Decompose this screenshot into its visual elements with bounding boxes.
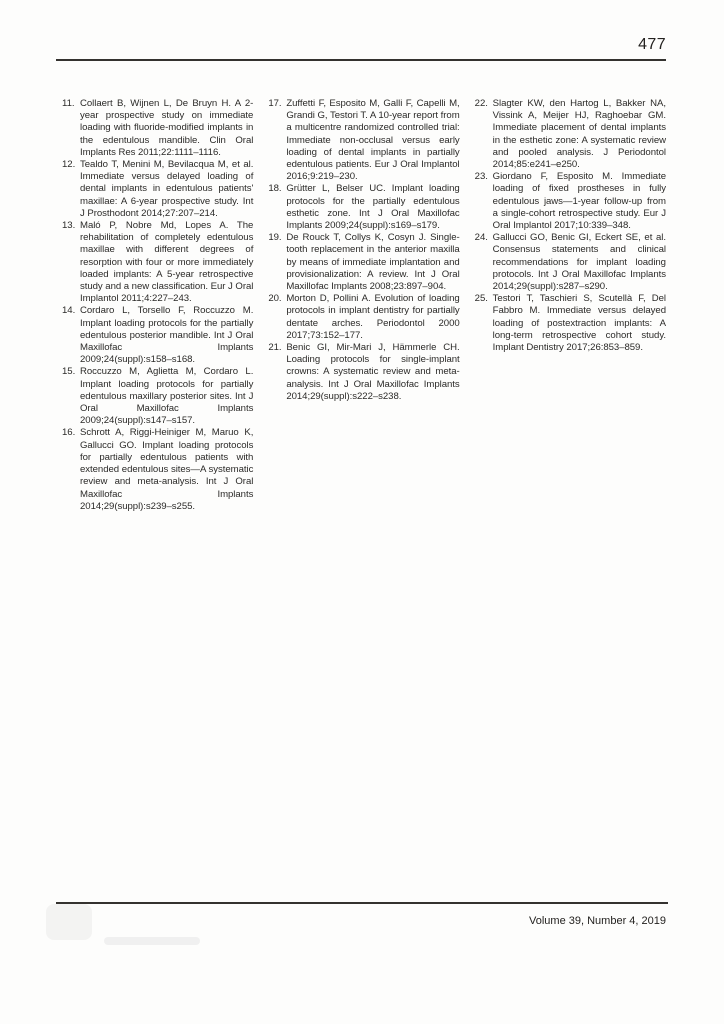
reference-number: 14. [62, 305, 76, 317]
header-rule [56, 59, 666, 61]
reference-number: 24. [474, 232, 488, 244]
reference-number: 11. [62, 98, 75, 109]
reference-number: 25. [474, 293, 488, 305]
reference-number: 23. [474, 171, 488, 183]
reference-item [475, 232, 666, 293]
references-column-2 [268, 98, 459, 513]
references-column-1 [62, 98, 253, 513]
scan-smudge [104, 937, 200, 945]
reference-text: Benic GI, Mir-Mari J, Hämmerle CH. Loading protocols for single-implant crowns: A systematic review and meta-analysis. Int J Oral Maxillofac Implants 2014;29(suppl):s222–s238. [286, 342, 460, 402]
reference-text: Gallucci GO, Benic GI, Eckert SE, et al. Consensus statements and clinical recommendations for implant loading protocols. Int J Oral Maxillofac Implants 2014;29(suppl):s287–s290. [492, 232, 666, 293]
reference-text: Schrott A, Riggi-Heiniger M, Maruo K, Gallucci GO. Implant loading protocols for partially edentulous patients with extended edentulous sites—A systematic review and meta-analysis. Int J Oral Maxillofac Implants 2014;29(suppl):s239–s255. [80, 427, 254, 512]
reference-item [475, 171, 666, 232]
reference-number: 16. [62, 427, 76, 439]
references-section [62, 98, 666, 513]
reference-item [475, 98, 666, 171]
reference-item [62, 427, 253, 512]
reference-text: Slagter KW, den Hartog L, Bakker NA, Vissink A, Meijer HJ, Raghoebar GM. Immediate placement of dental implants in the esthetic zone: A systematic review and pooled analysis. J Periodontol 2014;85:e241–e250. [492, 98, 666, 171]
reference-number: 15. [62, 366, 76, 378]
reference-number: 22. [474, 98, 488, 109]
reference-item [62, 98, 253, 159]
reference-text: Cordaro L, Torsello F, Roccuzzo M. Implant loading protocols for the partially edentulous posterior mandible. Int J Oral Maxillofac Implants 2009;24(suppl):s158–s168. [80, 305, 254, 366]
reference-item [268, 183, 459, 232]
reference-text: Tealdo T, Menini M, Bevilacqua M, et al. Immediate versus delayed loading of dental implants in edentulous patients' maxillae: A 6-year prospective study. Int J Prosthodont 2014;27:207–214. [80, 159, 254, 219]
reference-text: Zuffetti F, Esposito M, Galli F, Capelli M, Grandi G, Testori T. A 10-year report from a multicentre randomized controlled trial: Immediate non-occlusal versus early loading of dental implants in partially edentulous patients. Eur J Oral Implantol 2016;9:219–230. [286, 98, 460, 183]
reference-text: Maló P, Nobre Md, Lopes A. The rehabilitation of completely edentulous maxillae with different degrees of resorption with four or more immediately loaded implants: A 5-year retrospective study and a new classification. Eur J Oral Implantol 2011;4:227–243. [80, 220, 254, 305]
reference-item [268, 232, 459, 293]
reference-number: 19. [268, 232, 282, 244]
reference-item [62, 220, 253, 305]
reference-item [268, 293, 459, 342]
reference-number: 12. [62, 159, 76, 171]
reference-item [268, 98, 459, 183]
reference-item [475, 293, 666, 354]
reference-number: 13. [62, 220, 76, 232]
reference-text: Collaert B, Wijnen L, De Bruyn H. A 2-year prospective study on immediate loading with fluoride-modified implants in the edentulous mandible. Clin Oral Implants Res 2011;22:1111–1116. [80, 98, 254, 158]
page-number: 477 [638, 36, 666, 53]
reference-text: Testori T, Taschieri S, Scutellà F, Del Fabbro M. Immediate versus delayed loading of postextraction implants: A long-term retrospective cohort study. Implant Dentistry 2017;26:853–859. [492, 293, 666, 354]
reference-text: De Rouck T, Collys K, Cosyn J. Single-tooth replacement in the anterior maxilla by means of immediate implantation and provisionalization: A review. Int J Oral Maxillofac Implants 2008;23:897–904. [286, 232, 460, 293]
reference-item [62, 159, 253, 220]
references-column-3 [475, 98, 666, 513]
reference-number: 18. [268, 183, 282, 195]
reference-text: Giordano F, Esposito M. Immediate loading of fixed prostheses in fully edentulous jaws—1-year follow-up from a single-cohort retrospective study. Eur J Oral Implantol 2017;10:339–348. [492, 171, 666, 232]
reference-number: 21. [268, 342, 282, 354]
reference-text: Roccuzzo M, Aglietta M, Cordaro L. Implant loading protocols for partially edentulous maxillary posterior sites. Int J Oral Maxillofac Implants 2009;24(suppl):s147–s157. [80, 366, 254, 427]
reference-item [62, 366, 253, 427]
reference-number: 20. [268, 293, 282, 305]
reference-item [268, 342, 459, 403]
reference-text: Grütter L, Belser UC. Implant loading protocols for the partially edentulous esthetic zone. Int J Oral Maxillofac Implants 2009;24(suppl):s169–s179. [286, 183, 460, 232]
reference-number: 17. [268, 98, 282, 109]
footer-rule [56, 902, 668, 904]
reference-text: Morton D, Pollini A. Evolution of loading protocols in implant dentistry for partially dentate arches. Periodontol 2000 2017;73:152–177. [286, 293, 460, 341]
reference-item [62, 305, 253, 366]
volume-footer: Volume 39, Number 4, 2019 [529, 915, 666, 927]
